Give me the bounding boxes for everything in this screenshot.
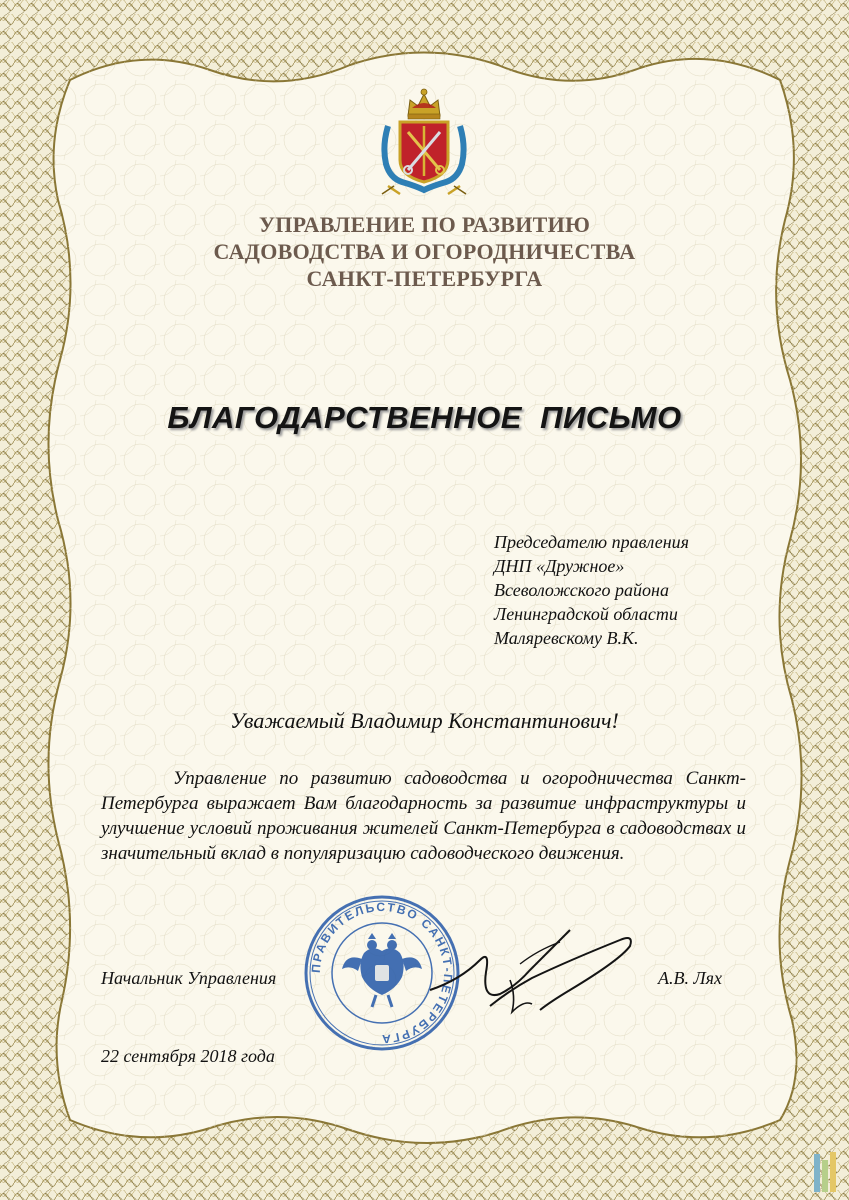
addressee-line-1: Председателю правления [494, 532, 690, 552]
organization-name [0, 211, 849, 292]
addressee-line-2: ДНП «Дружное» [494, 556, 625, 576]
organization-line-1: УПРАВЛЕНИЕ ПО РАЗВИТИЮ [258, 212, 591, 237]
corner-mark-icon [812, 1150, 838, 1194]
addressee-line-3: Всеволожского района [494, 580, 669, 600]
letter-body: Управление по развитию садоводства и огородничества Санкт-Петербурга выражает Вам благодарность за развитие инфраструктуры и улучшение условий проживания жителей Санкт-Петербурга в садоводствах и значительный вклад в популяризацию садоводческого движения. [101, 768, 746, 864]
document-title: БЛАГОДАРСТВЕННОЕ ПИСЬМО [167, 400, 682, 435]
addressee-line-5: Маляревскому В.К. [494, 628, 639, 648]
signatory-name: А.В. Лях [658, 968, 723, 988]
greeting: Уважаемый Владимир Константинович! [230, 708, 619, 733]
signatory-position: Начальник Управления [101, 968, 277, 988]
organization-line-2: САДОВОДСТВА И ОГОРОДНИЧЕСТВА [213, 239, 636, 264]
organization-line-3: САНКТ-ПЕТЕРБУРГА [306, 266, 543, 291]
seal-text: ПРАВИТЕЛЬСТВО САНКТ-ПЕТЕРБУРГА [308, 899, 456, 1047]
handwritten-signature [420, 920, 650, 1020]
document-date: 22 сентября 2018 года [101, 1046, 275, 1066]
addressee-line-4: Ленинградской области [494, 604, 678, 624]
addressee-block [494, 530, 814, 650]
spb-coat-of-arms-icon [372, 86, 476, 198]
